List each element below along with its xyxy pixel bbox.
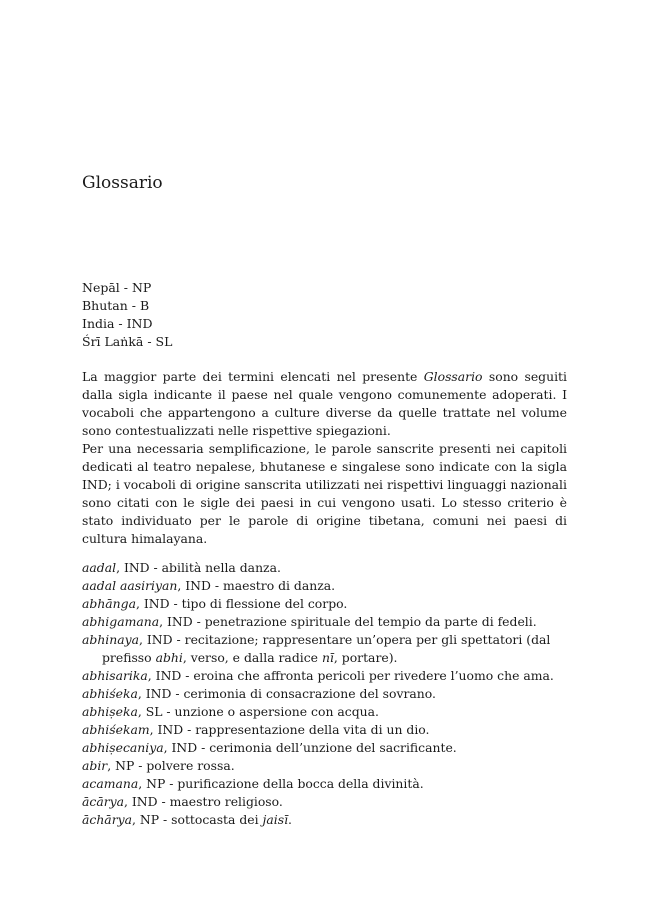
intro-paragraph-2: Per una necessaria semplificazione, le parole sanscrite presenti nei capitoli dedicati al teatro nepalese, bhutanese e singalese sono indicate con la sigla IND; i vocaboli di origine sanscrita utilizzati nei rispettivi linguaggi nazionali sono citati con le sigle dei paesi in cui vengono usati. Lo stesso criterio è stato individuato per le parole di origine tibetana, comuni nei paesi di cultura himalayana. bbox=[82, 441, 567, 546]
country-code-nepal: Nepāl - NP bbox=[82, 280, 152, 295]
glossary-entry: āchārya, NP - sottocasta dei jaisī. bbox=[82, 812, 292, 827]
intro-text bbox=[82, 368, 567, 548]
glossary-entry: abhiṣeka, SL - unzione o aspersione con acqua. bbox=[82, 704, 379, 719]
glossary-entry: abhiṣecaniya, IND - cerimonia dell’unzione del sacrificante. bbox=[82, 740, 457, 755]
glossary-entry: abhānga, IND - tipo di flessione del corpo. bbox=[82, 596, 348, 611]
page-title: Glossario bbox=[82, 173, 163, 193]
glossary-entry: abir, NP - polvere rossa. bbox=[82, 758, 235, 773]
country-code-india: India - IND bbox=[82, 316, 153, 331]
glossary-entry: acamana, NP - purificazione della bocca della divinità. bbox=[82, 776, 424, 791]
glossary-entry: abhiśeka, IND - cerimonia di consacrazione del sovrano. bbox=[82, 686, 436, 701]
country-code-sri-lanka: Śrī Laṅkā - SL bbox=[82, 334, 173, 349]
glossary-entry: ācārya, IND - maestro religioso. bbox=[82, 794, 283, 809]
glossary-entry: abhiśekam, IND - rappresentazione della vita di un dio. bbox=[82, 722, 430, 737]
country-code-bhutan: Bhutan - B bbox=[82, 298, 150, 313]
glossary-entry: aadal, IND - abilità nella danza. bbox=[82, 560, 281, 575]
glossary-entry: aadal aasiriyan, IND - maestro di danza. bbox=[82, 578, 336, 593]
glossary-entry: abhisarika, IND - eroina che affronta pericoli per rivedere l’uomo che ama. bbox=[82, 668, 554, 683]
intro-paragraph-1: La maggior parte dei termini elencati nel presente Glossario sono seguiti dalla sigla indicante il paese nel quale vengono comunemente adoperati. I vocaboli che appartengono a culture diverse da quelle trattate nel volume sono contestualizzati nelle rispettive spiegazioni. bbox=[82, 369, 567, 438]
glossary-entry: abhinaya, IND - recitazione; rappresentare un’opera per gli spettatori (dal prefisso abhi, verso, e dalla radice nī, portare). bbox=[82, 632, 551, 665]
glossary-entry: abhigamana, IND - penetrazione spirituale del tempio da parte di fedeli. bbox=[82, 614, 537, 629]
country-codes-list bbox=[82, 279, 172, 351]
glossary-entries bbox=[82, 559, 572, 829]
